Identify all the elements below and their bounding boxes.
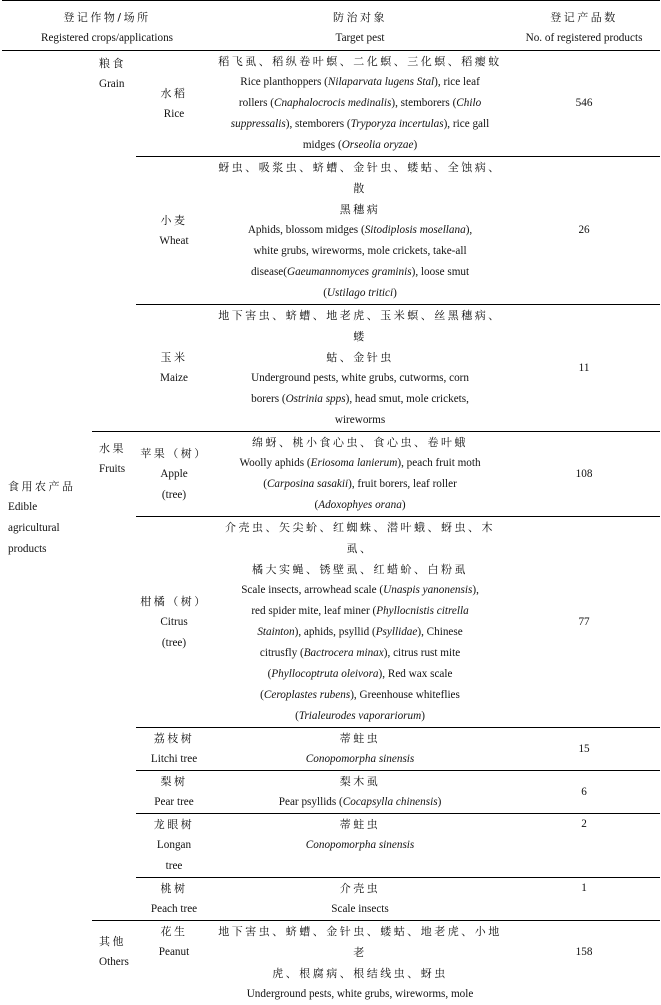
pest-en: Scale insects, arrowhead scale (Unaspis yanonensis), red spider mite, leaf miner (Phyllocnistis citrella Stainton), aphids, psyllid (Psyllidae), Chinese citrusfly (Bactrocera minax), citrus rust mite (Phyllocoptruta oleivora), Red wax scale (Ceroplastes rubens), Greenhouse whiteflies (Trialeurodes vaporariorum) (216, 580, 504, 727)
crop-en: (tree) (136, 485, 212, 506)
pest-zh-line: 黑穗病 (216, 199, 504, 220)
pest-en: Rice planthoppers (Nilaparvata lugens Stal), rice leaf rollers (Cnaphalocrocis medinalis), stemborers (Chilo suppressalis), stemborers (Tryporyza incertulas), rice gall midges (Orseolia oryzae) (216, 72, 504, 156)
crop-en: Peach tree (136, 899, 212, 920)
group-zh: 粮食 (99, 53, 136, 74)
count-cell: 108 (508, 432, 660, 517)
crop-cell (136, 878, 212, 921)
pesticide-registration-table (2, 0, 660, 1005)
pest-cell (212, 771, 508, 814)
pest-zh: 梨木虱 (216, 771, 504, 792)
category-edible-products (2, 51, 92, 1005)
pest-cell (212, 517, 508, 728)
pest-zh-line: 介壳虫、矢尖蚧、红蜘蛛、潜叶蛾、蚜虫、木虱、 (216, 517, 504, 559)
pest-en: Aphids, blossom midges (Sitodiplosis mosellana), white grubs, wireworms, mole crickets, take-all disease(Gaeumannomyces graminis), loose smut (Ustilago tritici) (216, 220, 504, 304)
count-cell: 77 (508, 517, 660, 728)
pest-zh: 绵蚜、桃小食心虫、食心虫、卷叶蛾 (216, 432, 504, 453)
group-en: Others (99, 952, 136, 973)
count-cell: 546 (508, 51, 660, 157)
pest-zh: 介壳虫 (216, 878, 504, 899)
pest-zh-line: 蛄、金针虫 (216, 347, 504, 368)
crop-zh: 荔枝树 (136, 728, 212, 749)
crop-en: Pear tree (136, 792, 212, 813)
crop-en: Wheat (136, 231, 212, 252)
crop-cell (136, 517, 212, 728)
pest-en: Underground pests, white grubs, cutworms, corn borers (Ostrinia spps), head smut, mole crickets, wireworms (216, 368, 504, 431)
pest-zh-line: 地下害虫、蛴螬、金针虫、蝼蛄、地老虎、小地老 (216, 921, 504, 963)
count-cell: 1 (508, 878, 660, 921)
crop-en: Rice (136, 104, 212, 125)
table-header-zh (2, 1, 660, 29)
table-row-rice (2, 51, 660, 157)
crop-cell (136, 157, 212, 305)
pest-cell (212, 432, 508, 517)
crop-cell (136, 305, 212, 432)
crop-en: Maize (136, 368, 212, 389)
crop-zh: 水稻 (136, 83, 212, 104)
crop-en: Litchi tree (136, 749, 212, 770)
pest-cell (212, 157, 508, 305)
count-cell: 2 (508, 814, 660, 878)
pest-zh-line: 蚜虫、吸浆虫、蛴螬、金针虫、蝼蛄、全蚀病、散 (216, 157, 504, 199)
count-cell: 11 (508, 305, 660, 432)
pest-cell (212, 878, 508, 921)
pest-cell (212, 728, 508, 771)
crop-cell (136, 728, 212, 771)
crop-zh: 桃树 (136, 878, 212, 899)
crop-zh: 龙眼树 (136, 814, 212, 835)
pest-en: Pear psyllids (Cocapsylla chinensis) (216, 792, 504, 813)
pest-zh: 蒂蛀虫 (216, 814, 504, 835)
group-fruits (92, 432, 136, 921)
pest-cell (212, 921, 508, 1005)
group-en: Grain (99, 74, 136, 95)
header-count-en: No. of registered products (508, 28, 660, 51)
group-zh: 水果 (99, 438, 136, 459)
pest-cell (212, 51, 508, 157)
crop-zh: 玉米 (136, 347, 212, 368)
pest-en: Conopomorpha sinensis (216, 835, 504, 856)
group-others (92, 921, 136, 1005)
group-zh: 其他 (99, 931, 136, 952)
table-row-peanut (2, 921, 660, 1005)
crop-en: Citrus (136, 612, 212, 633)
header-count-zh: 登记产品数 (508, 1, 660, 29)
header-crops-en: Registered crops/applications (2, 28, 212, 51)
category-en-line: Edible (8, 497, 92, 518)
crop-en: Peanut (136, 942, 212, 963)
crop-en: tree (136, 856, 212, 877)
pest-cell (212, 305, 508, 432)
crop-zh: 小麦 (136, 210, 212, 231)
count-cell: 26 (508, 157, 660, 305)
crop-zh: 柑橘（树） (136, 591, 212, 612)
pest-zh-line: 虎、根腐病、根结线虫、蚜虫 (216, 963, 504, 984)
pest-en: Scale insects (216, 899, 504, 920)
category-en-line: agricultural (8, 518, 92, 539)
count-cell: 158 (508, 921, 660, 1005)
pest-cell (212, 814, 508, 878)
table-row-apple (2, 432, 660, 517)
header-pest-en: Target pest (212, 28, 508, 51)
crop-cell (136, 432, 212, 517)
crop-cell (136, 814, 212, 878)
group-grain (92, 51, 136, 432)
header-crops-zh: 登记作物/场所 (2, 1, 212, 29)
table-header-en (2, 28, 660, 51)
crop-cell (136, 921, 212, 1005)
crop-cell (136, 51, 212, 157)
crop-en: Apple (136, 464, 212, 485)
crop-zh: 花生 (136, 921, 212, 942)
count-cell: 15 (508, 728, 660, 771)
pest-en: Woolly aphids (Eriosoma lanierum), peach fruit moth (Carposina sasakii), fruit borers, leaf roller (Adoxophyes orana) (216, 453, 504, 516)
crop-cell (136, 771, 212, 814)
pest-zh: 稻飞虱、稻纵卷叶螟、二化螟、三化螟、稻瘿蚊 (216, 51, 504, 72)
crop-zh: 梨树 (136, 771, 212, 792)
pest-zh: 蒂蛀虫 (216, 728, 504, 749)
pest-en: Conopomorpha sinensis (216, 749, 504, 770)
crop-en: Longan (136, 835, 212, 856)
pest-zh-line: 橘大实蝇、锈壁虱、红蜡蚧、白粉虱 (216, 559, 504, 580)
count-cell: 6 (508, 771, 660, 814)
category-zh: 食用农产品 (8, 476, 92, 497)
pest-zh-line: 地下害虫、蛴螬、地老虎、玉米螟、丝黑穗病、蝼 (216, 305, 504, 347)
crop-zh: 苹果（树） (136, 443, 212, 464)
header-pest-zh: 防治对象 (212, 1, 508, 29)
pest-en: Underground pests, white grubs, wireworms, mole (216, 984, 504, 1005)
crop-en: (tree) (136, 633, 212, 654)
group-en: Fruits (99, 459, 136, 480)
category-en-line: products (8, 539, 92, 560)
